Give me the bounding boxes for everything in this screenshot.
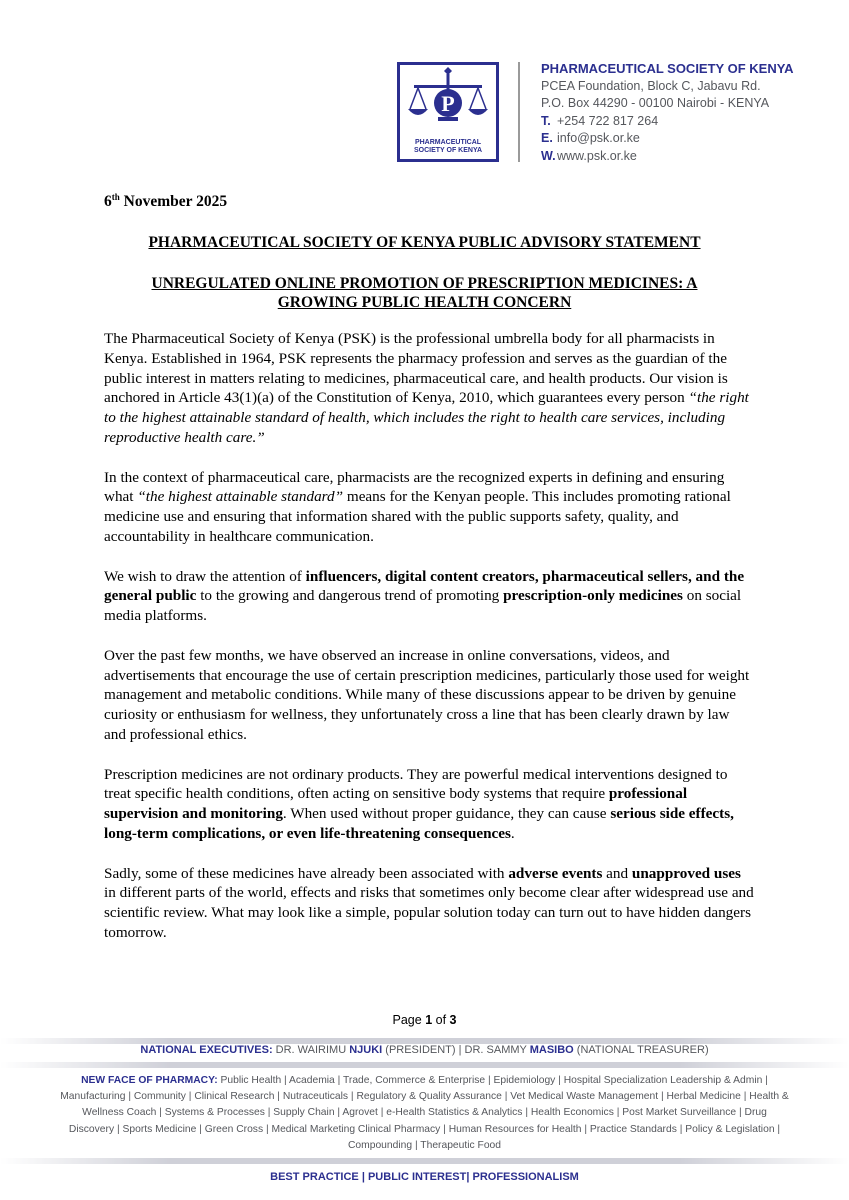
- date-suffix: th: [111, 192, 120, 202]
- phone-line: [541, 113, 821, 131]
- p6-bold-a: adverse events: [508, 864, 603, 882]
- email-address: info@psk.or.ke: [557, 131, 640, 146]
- letterhead: [397, 58, 817, 168]
- statement-body: [104, 329, 754, 963]
- footer-band-bottom: [0, 1158, 849, 1164]
- page-current: 1: [425, 1013, 433, 1027]
- p3-text-a: We wish to draw the attention of: [104, 567, 306, 585]
- exec2-role: (NATIONAL TREASURER): [573, 1044, 709, 1056]
- page-of: of: [432, 1013, 450, 1027]
- header-divider: [518, 62, 520, 162]
- date-day: 6: [104, 193, 112, 211]
- p6-text-b: and: [602, 864, 632, 882]
- exec1-surname: NJUKI: [349, 1044, 383, 1056]
- p2-quote: “the highest attainable standard”: [137, 488, 344, 506]
- svg-text:P: P: [441, 91, 455, 116]
- page-number: [0, 1013, 849, 1027]
- psk-logo: [397, 62, 499, 162]
- p6-text-c: in different parts of the world, effects and risks that sometimes only become clear after widespread use and scientific review. What may look like a simple, popular solution today can turn out to have hidden dangers tomorrow.: [104, 884, 754, 941]
- address-line-1: PCEA Foundation, Block C, Jabavu Rd.: [541, 78, 761, 93]
- p6-bold-b: unapproved uses: [631, 864, 741, 882]
- logo-caption: PHARMACEUTICAL SOCIETY OF KENYA: [413, 139, 483, 154]
- new-face-of-pharmacy: [60, 1073, 789, 1154]
- execs-label: NATIONAL EXECUTIVES:: [140, 1044, 273, 1056]
- phone-number: +254 722 817 264: [557, 113, 659, 128]
- paragraph-1: [104, 329, 754, 448]
- email-line: [541, 130, 821, 148]
- exec2-surname: MASIBO: [529, 1044, 574, 1056]
- paragraph-3: [104, 567, 754, 626]
- paragraph-5: [104, 765, 754, 844]
- p3-text-c: on social media platforms.: [104, 587, 742, 625]
- p5-text-c: .: [510, 824, 515, 842]
- exec1-role: (PRESIDENT) | DR. SAMMY: [382, 1044, 530, 1056]
- email-label: E.: [541, 131, 553, 146]
- national-executives: [0, 1044, 849, 1056]
- page-total: 3: [449, 1013, 457, 1027]
- nfp-list: Public Health | Academia | Trade, Commerce & Enterprise | Epidemiology | Hospital Specialization Leadership & Admin | Manufacturing | Community | Clinical Research | Nutraceuticals | Regulatory & Quality Assurance | Vet Medical Waste Management | Herbal Medicine | Health & Wellness Coach | Systems & Processes | Supply Chain | Agrovet | e-Health Statistics & Analytics | Health Economics | Post Market Surveillance | Drug Discovery | Sports Medicine | Green Cross | Medical Marketing Clinical Pharmacy | Human Resources for Health | Practice Standards | Policy & Legislation | Compounding | Therapeutic Food: [60, 1075, 789, 1151]
- p5-text-a: Prescription medicines are not ordinary products. They are powerful medical interventions designed to treat specific health conditions, often acting on sensitive body systems that require: [104, 765, 728, 803]
- phone-label: T.: [541, 113, 551, 128]
- date-month-year: November 2025: [119, 193, 228, 211]
- footer-band-middle: [0, 1062, 849, 1068]
- web-label: W.: [541, 148, 556, 163]
- p5-bold-a: professional supervision and monitoring: [104, 785, 688, 823]
- society-motto: BEST PRACTICE | PUBLIC INTEREST| PROFESSIONALISM: [270, 1171, 579, 1183]
- p5-bold-b: serious side effects, long-term complications, or even life-threatening consequences: [104, 805, 734, 842]
- web-line: [541, 148, 821, 166]
- p6-text-a: Sadly, some of these medicines have already been associated with: [104, 864, 509, 882]
- paragraph-2: [104, 468, 754, 547]
- statement-date: [104, 192, 227, 211]
- nfp-label: NEW FACE OF PHARMACY:: [81, 1075, 218, 1086]
- website: www.psk.or.ke: [557, 148, 637, 163]
- paragraph-6: [104, 864, 754, 943]
- contact-block: [541, 60, 821, 166]
- p3-bold-a: influencers, digital content creators, pharmaceutical sellers, and the general public: [104, 567, 745, 605]
- p1-text: The Pharmaceutical Society of Kenya (PSK) is the professional umbrella body for all pharmacists in Kenya. Established in 1964, PSK represents the pharmacy profession and serves as the guardian of the public interest in matters relating to medicines, pharmaceutical care, and health products. Our vision is anchored in Article 43(1)(a) of the Constitution of Kenya, 2010, which guarantees every person: [104, 330, 728, 407]
- p1-quote: “the right to the highest attainable standard of health, which includes the right to health care services, including reproductive health care.”: [104, 389, 749, 446]
- organization-name: PHARMACEUTICAL SOCIETY OF KENYA: [541, 61, 794, 76]
- p2-text-b: means for the Kenyan people. This includes promoting rational medicine use and ensuring that information shared with the public supports safety, quality, and accountability in healthcare communication.: [104, 488, 731, 545]
- document-subtitle: UNREGULATED ONLINE PROMOTION OF PRESCRIPTION MEDICINES: A GROWING PUBLIC HEALTH CONCERN: [151, 275, 698, 311]
- p3-text-b: to the growing and dangerous trend of promoting: [196, 587, 504, 605]
- page-prefix: Page: [392, 1013, 426, 1027]
- p3-bold-b: prescription-only medicines: [503, 587, 683, 605]
- document-title: PHARMACEUTICAL SOCIETY OF KENYA PUBLIC ADVISORY STATEMENT: [148, 234, 701, 251]
- p5-text-b: . When used without proper guidance, they can cause: [282, 805, 611, 823]
- paragraph-4: Over the past few months, we have observed an increase in online conversations, videos, and advertisements that encourage the use of certain prescription medicines, particularly those used for weight management and metabolic conditions. While many of these discussions appear to be driven by genuine curiosity or enthusiasm for wellness, they unfortunately cross a line that has been clearly drawn by law and professional ethics.: [104, 646, 750, 743]
- p2-text-a: In the context of pharmaceutical care, pharmacists are the recognized experts in defining and ensuring what: [104, 468, 725, 506]
- exec1-title: DR. WAIRIMU: [272, 1044, 350, 1056]
- address-line-2: P.O. Box 44290 - 00100 Nairobi - KENYA: [541, 96, 770, 111]
